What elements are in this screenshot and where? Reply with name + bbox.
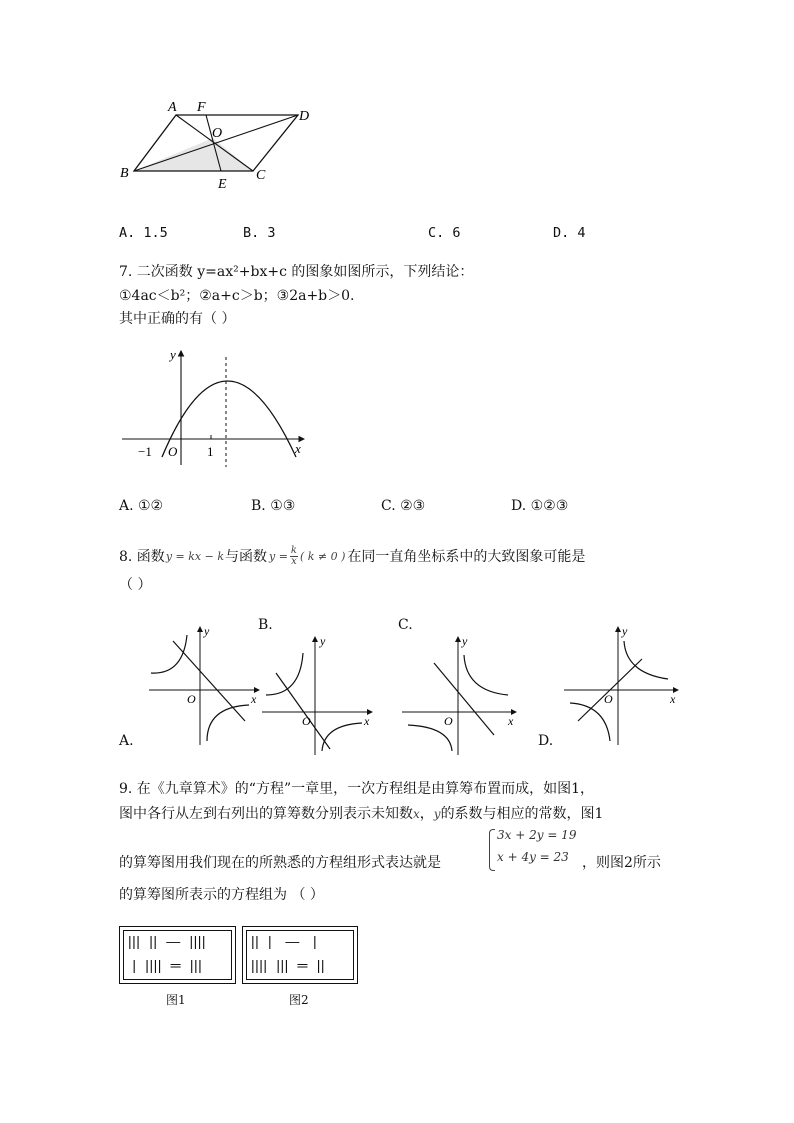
- q8-fraction-num: k: [290, 545, 297, 556]
- q9-line2-b: 的系数与相应的常数，图1: [440, 806, 604, 822]
- q8-option-a-label[interactable]: A.: [119, 733, 134, 749]
- shaded-triangle: [134, 138, 253, 171]
- q7-option-b[interactable]: B. ①③: [251, 498, 296, 514]
- q8-formula-y: y =: [268, 549, 288, 563]
- x-label: x: [251, 692, 257, 706]
- y-label: y: [320, 634, 326, 648]
- hyperbola-branch-1: [464, 655, 508, 695]
- tick-neg1-label: −1: [138, 444, 152, 459]
- figure-2-caption: 图2: [289, 993, 309, 1007]
- label-e: E: [218, 177, 227, 192]
- q6-option-c[interactable]: C. 6: [428, 225, 461, 241]
- q8-option-b-label[interactable]: B.: [258, 617, 273, 633]
- q9-line2-a: 图中各行从左到右列出的算筹数分别表示未知数: [119, 806, 413, 822]
- hyperbola-branch-1: [266, 653, 303, 695]
- label-b: B: [120, 166, 129, 181]
- q6-option-a[interactable]: A. 1.5: [119, 225, 168, 241]
- q9-equation-system: [489, 828, 579, 870]
- q6-option-b[interactable]: B. 3: [243, 225, 276, 241]
- origin-label: O: [302, 714, 311, 728]
- q7-option-a[interactable]: A. ①②: [119, 498, 164, 514]
- q8-option-c-label[interactable]: C.: [398, 617, 413, 633]
- parallelogram-figure: [110, 90, 330, 200]
- q8-graph-d[interactable]: [560, 623, 685, 748]
- hyperbola-branch-1: [624, 641, 668, 679]
- hyperbola-branch-1: [151, 635, 187, 673]
- hyperbola-branch-2: [207, 705, 249, 741]
- equation-1: 3x + 2y = 19: [497, 828, 577, 842]
- origin-label: O: [187, 692, 196, 706]
- x-label: x: [670, 692, 676, 706]
- linear-line: [276, 673, 330, 749]
- figure-1-row-1: ||| || — ||||: [128, 933, 207, 949]
- y-label: y: [462, 634, 468, 648]
- q8-stem-line1: [119, 546, 585, 567]
- y-label: y: [204, 624, 210, 638]
- q8-graph-b[interactable]: [258, 633, 378, 758]
- y-label: y: [170, 347, 176, 362]
- q9-stem-line2: [119, 804, 603, 824]
- q8-formula-linear: y = kx − k: [165, 549, 224, 563]
- q9-stem-line3b: ，则图2所示: [582, 855, 661, 871]
- q8-condition: ( k ≠ 0 ): [299, 549, 346, 563]
- x-label: x: [295, 441, 301, 456]
- q7-stem-line2: ①4ac＜b²；②a+c＞b；③2a+b＞0.: [119, 288, 355, 304]
- counting-rods-figure-1: [119, 926, 236, 984]
- q9-var-y: y: [433, 807, 441, 821]
- q9-stem-line4: 的算筹图所表示的方程组为 （ ）: [119, 887, 324, 903]
- q9-stem-line3a: 的算筹图用我们现在的所熟悉的方程组形式表达就是: [119, 855, 441, 871]
- tick-1-label: 1: [207, 444, 214, 459]
- q9-var-x: x: [413, 807, 420, 821]
- x-label: x: [364, 714, 370, 728]
- q7-option-c[interactable]: C. ②③: [381, 498, 426, 514]
- label-c: C: [256, 168, 266, 183]
- q7-stem-line1: 7. 二次函数 y=ax²+bx+c 的图象如图所示，下列结论：: [119, 264, 474, 280]
- q8-fraction-den: x: [291, 556, 297, 567]
- q7-parabola-graph: [118, 345, 318, 470]
- parabola-curve: [162, 381, 296, 457]
- q7-stem-line3: 其中正确的有（ ）: [119, 311, 236, 327]
- origin-label: O: [444, 714, 453, 728]
- equation-2: x + 4y = 23: [497, 850, 569, 864]
- y-label: y: [622, 624, 628, 638]
- counting-rods-figure-2: [242, 926, 358, 984]
- figure-2-row-2: |||| ||| ═ ||: [251, 957, 325, 973]
- hyperbola-branch-2: [408, 725, 452, 751]
- figure-1-row-2: | |||| ═ |||: [128, 957, 203, 973]
- q8-graph-a[interactable]: [145, 623, 265, 748]
- label-o: O: [212, 126, 223, 141]
- label-d: D: [299, 109, 310, 124]
- q8-answer-paren: （ ）: [119, 577, 152, 593]
- q8-option-d-label[interactable]: D.: [538, 733, 554, 749]
- figure-2-row-1: || | — |: [251, 933, 318, 949]
- q6-option-d[interactable]: D. 4: [553, 225, 586, 241]
- label-f: F: [197, 100, 206, 115]
- origin-label: O: [604, 692, 613, 706]
- brace-icon: [489, 829, 495, 871]
- linear-line: [434, 663, 494, 735]
- label-a: A: [168, 100, 177, 115]
- q7-option-d[interactable]: D. ①②③: [511, 498, 569, 514]
- q8-prefix: 8. 函数: [119, 548, 165, 565]
- q8-fraction: [290, 546, 298, 567]
- q9-comma: ，: [419, 806, 434, 822]
- q8-graph-c[interactable]: [398, 633, 523, 758]
- figure-1-caption: 图1: [166, 993, 186, 1007]
- x-label: x: [508, 714, 514, 728]
- q8-suffix: 在同一直角坐标系中的大致图象可能是: [347, 548, 586, 565]
- origin-label: O: [168, 444, 178, 459]
- q9-stem-line1: 9. 在《九章算术》的“方程”一章里，一次方程组是由算筹布置而成，如图1，: [119, 781, 595, 797]
- linear-line: [173, 641, 245, 721]
- q8-middle: 与函数: [224, 548, 267, 565]
